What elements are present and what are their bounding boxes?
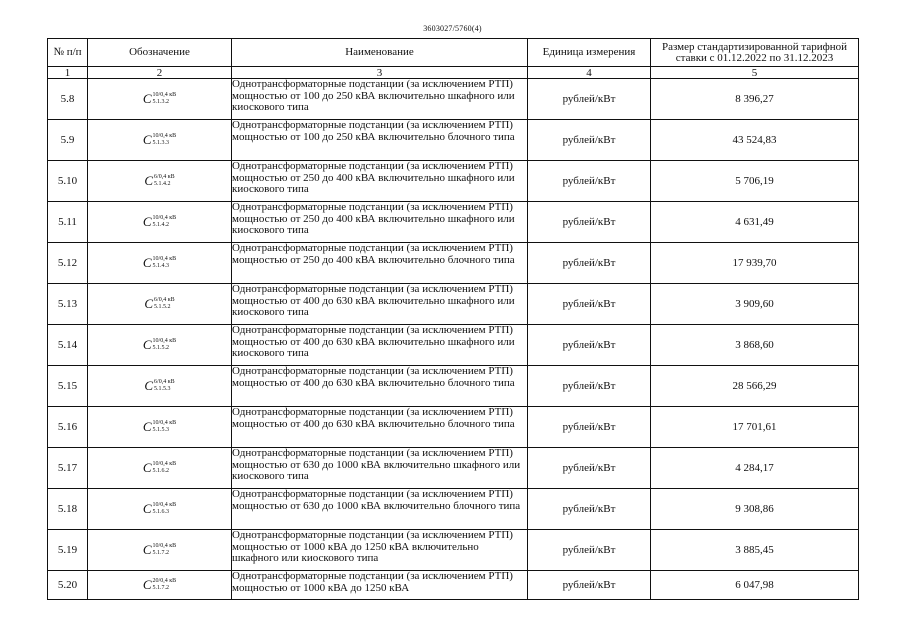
symbol-superscript: 10/0,4 кВ [152,256,177,262]
symbol-base: C [142,542,152,557]
row-number: 5.11 [48,202,88,243]
symbol-subscript: 5.1.6.2 [152,468,170,474]
row-rate: 17 701,61 [651,407,859,448]
row-number: 5.16 [48,407,88,448]
table-row [48,571,859,600]
symbol-subscript: 5.1.5.3 [154,386,171,392]
table-row [48,161,859,202]
tariff-symbol [143,460,176,476]
table-row [48,366,859,407]
tariff-symbol [143,501,176,517]
table-row [48,407,859,448]
symbol-base: C [142,132,152,147]
row-unit: рублей/кВт [528,407,651,448]
table-row [48,284,859,325]
row-unit: рублей/кВт [528,325,651,366]
column-number: 5 [651,67,859,79]
row-number: 5.14 [48,325,88,366]
row-unit: рублей/кВт [528,366,651,407]
designation-symbol [88,448,232,489]
designation-symbol [88,202,232,243]
row-rate: 9 308,86 [651,489,859,530]
designation-symbol [88,530,232,571]
table-row [48,489,859,530]
row-rate: 17 939,70 [651,243,859,284]
symbol-subscript: 5.1.4.2 [152,222,170,228]
row-number: 5.10 [48,161,88,202]
row-unit: рублей/кВт [528,161,651,202]
row-name: Однотрансформаторные подстанции (за исключением РТП) мощностью от 630 до 1000 кВА включительно блочного типа [232,489,528,530]
designation-symbol [88,243,232,284]
symbol-superscript: 10/0,4 кВ [152,461,177,467]
row-name: Однотрансформаторные подстанции (за исключением РТП) мощностью от 250 до 400 кВА включительно шкафного или киоскового типа [232,202,528,243]
symbol-subscript: 5.1.7.2 [152,585,170,591]
symbol-superscript: 10/0,4 кВ [152,502,177,508]
header-unit: Единица измерения [528,39,651,67]
symbol-superscript: 6/0,4 кВ [154,174,175,180]
tariff-symbol [143,255,176,271]
symbol-superscript: 10/0,4 кВ [152,92,177,98]
symbol-base: C [142,337,152,352]
symbol-superscript: 6/0,4 кВ [154,379,175,385]
symbol-base: C [142,460,152,475]
designation-symbol [88,325,232,366]
row-number: 5.12 [48,243,88,284]
designation-symbol [88,161,232,202]
tariff-symbol [144,296,174,312]
symbol-subscript: 5.1.4.2 [154,181,171,187]
tariff-symbol [144,378,174,394]
tariff-table [47,38,859,600]
tariff-symbol [143,419,176,435]
row-rate: 3 868,60 [651,325,859,366]
row-rate: 4 284,17 [651,448,859,489]
row-name: Однотрансформаторные подстанции (за исключением РТП) мощностью от 250 до 400 кВА включительно блочного типа [232,243,528,284]
row-unit: рублей/кВт [528,284,651,325]
tariff-symbol [143,542,176,558]
symbol-base: C [142,255,152,270]
row-rate: 5 706,19 [651,161,859,202]
designation-symbol [88,407,232,448]
designation-symbol [88,366,232,407]
row-unit: рублей/кВт [528,120,651,161]
row-rate: 28 566,29 [651,366,859,407]
row-name: Однотрансформаторные подстанции (за исключением РТП) мощностью от 630 до 1000 кВА включительно шкафного или киоскового типа [232,448,528,489]
tariff-symbol [143,91,176,107]
designation-symbol [88,79,232,120]
symbol-subscript: 5.1.7.2 [152,550,170,556]
designation-symbol [88,489,232,530]
row-rate: 8 396,27 [651,79,859,120]
row-number: 5.9 [48,120,88,161]
row-name: Однотрансформаторные подстанции (за исключением РТП) мощностью от 400 до 630 кВА включительно блочного типа [232,366,528,407]
symbol-base: C [142,501,152,516]
header-num: № п/п [48,39,88,67]
row-number: 5.20 [48,571,88,600]
symbol-superscript: 10/0,4 кВ [152,420,177,426]
header-symbol: Обозначение [88,39,232,67]
row-rate: 3 885,45 [651,530,859,571]
symbol-subscript: 5.1.3.3 [152,140,170,146]
document-number: 3603027/5760(4) [423,24,482,33]
row-number: 5.18 [48,489,88,530]
row-name: Однотрансформаторные подстанции (за исключением РТП) мощностью от 1000 кВА до 1250 кВА включительно шкафного или киоскового типа [232,530,528,571]
row-unit: рублей/кВт [528,243,651,284]
row-number: 5.13 [48,284,88,325]
row-name: Однотрансформаторные подстанции (за исключением РТП) мощностью от 400 до 630 кВА включительно блочного типа [232,407,528,448]
tariff-symbol [144,173,174,189]
header-name: Наименование [232,39,528,67]
symbol-base: C [142,91,152,106]
symbol-subscript: 5.1.5.2 [152,345,170,351]
symbol-superscript: 10/0,4 кВ [152,338,177,344]
row-rate: 3 909,60 [651,284,859,325]
row-rate: 4 631,49 [651,202,859,243]
row-unit: рублей/кВт [528,202,651,243]
table-body [48,79,859,600]
table-row [48,448,859,489]
row-name: Однотрансформаторные подстанции (за исключением РТП) мощностью от 400 до 630 кВА включительно шкафного или киоскового типа [232,325,528,366]
symbol-base: C [142,419,152,434]
symbol-subscript: 5.1.3.2 [152,99,170,105]
tariff-symbol [143,132,176,148]
row-unit: рублей/кВт [528,571,651,600]
row-number: 5.8 [48,79,88,120]
column-number: 3 [232,67,528,79]
header-rate: Размер стандартизированной тарифной ставки с 01.12.2022 по 31.12.2023 [651,39,859,67]
symbol-base: C [142,214,152,229]
table-row [48,202,859,243]
row-name: Однотрансформаторные подстанции (за исключением РТП) мощностью от 100 до 250 кВА включительно блочного типа [232,120,528,161]
designation-symbol [88,120,232,161]
column-number-row [48,67,859,79]
row-name: Однотрансформаторные подстанции (за исключением РТП) мощностью от 250 до 400 кВА включительно шкафного или киоскового типа [232,161,528,202]
symbol-base: C [144,173,154,188]
symbol-subscript: 5.1.4.3 [152,263,170,269]
tariff-symbol [143,577,176,593]
symbol-subscript: 5.1.5.2 [154,304,171,310]
symbol-superscript: 10/0,4 кВ [152,215,177,221]
row-unit: рублей/кВт [528,79,651,120]
row-unit: рублей/кВт [528,448,651,489]
symbol-base: C [144,296,154,311]
row-number: 5.15 [48,366,88,407]
symbol-superscript: 10/0,4 кВ [152,543,177,549]
symbol-base: C [142,577,152,592]
table-header-row [48,39,859,67]
symbol-superscript: 6/0,4 кВ [154,297,175,303]
tariff-symbol [143,337,176,353]
row-number: 5.19 [48,530,88,571]
row-unit: рублей/кВт [528,530,651,571]
row-unit: рублей/кВт [528,489,651,530]
row-number: 5.17 [48,448,88,489]
symbol-superscript: 20/0,4 кВ [152,578,177,584]
row-rate: 43 524,83 [651,120,859,161]
designation-symbol [88,284,232,325]
column-number: 1 [48,67,88,79]
row-name: Однотрансформаторные подстанции (за исключением РТП) мощностью от 100 до 250 кВА включительно шкафного или киоскового типа [232,79,528,120]
table-row [48,530,859,571]
tariff-symbol [143,214,176,230]
symbol-superscript: 10/0,4 кВ [152,133,177,139]
table-row [48,120,859,161]
column-number: 4 [528,67,651,79]
table-row [48,325,859,366]
designation-symbol [88,571,232,600]
table-row [48,243,859,284]
symbol-subscript: 5.1.6.3 [152,509,170,515]
symbol-subscript: 5.1.5.3 [152,427,170,433]
row-name: Однотрансформаторные подстанции (за исключением РТП) мощностью от 1000 кВА до 1250 кВА [232,571,528,600]
column-number: 2 [88,67,232,79]
symbol-base: C [144,378,154,393]
row-rate: 6 047,98 [651,571,859,600]
row-name: Однотрансформаторные подстанции (за исключением РТП) мощностью от 400 до 630 кВА включительно шкафного или киоскового типа [232,284,528,325]
table-row [48,79,859,120]
